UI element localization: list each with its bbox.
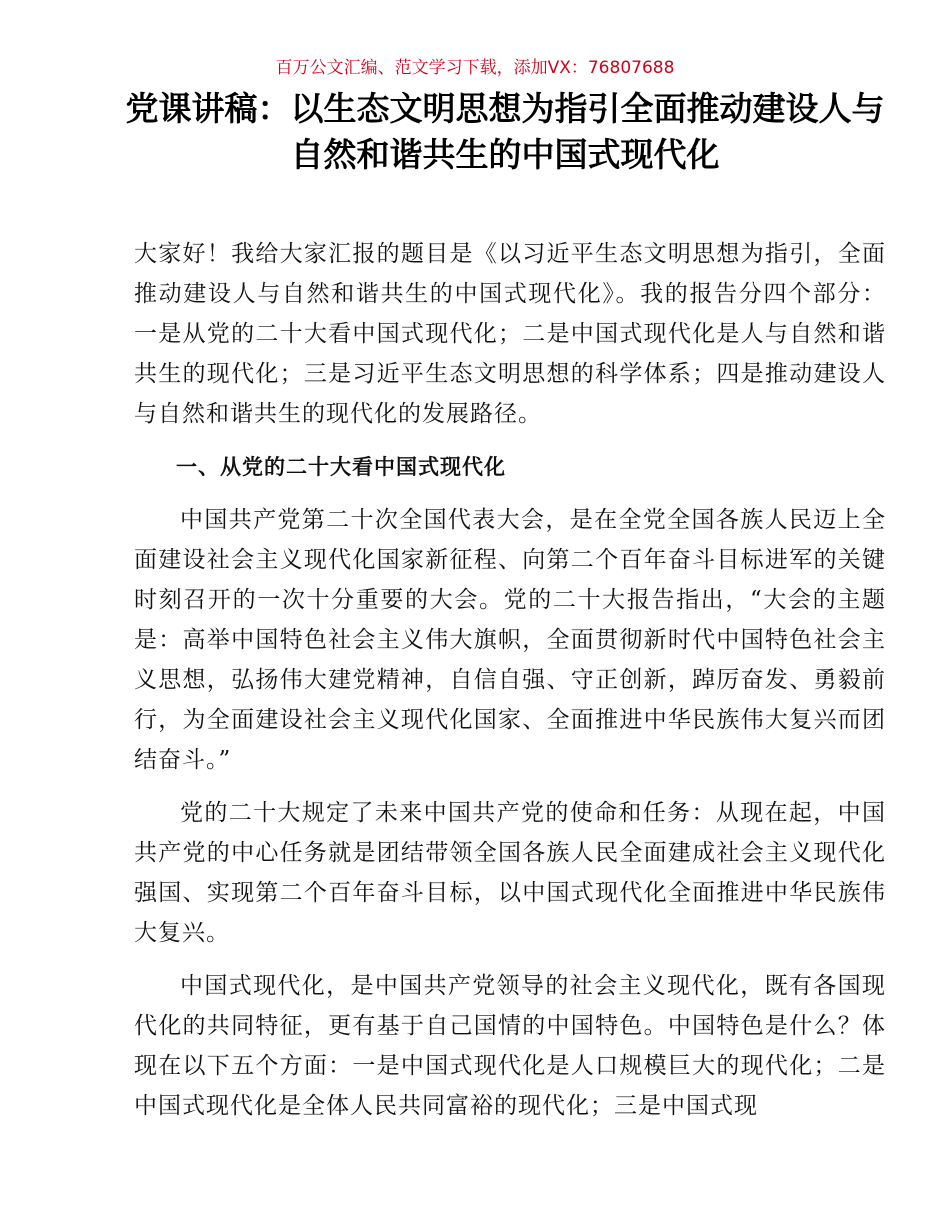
section-heading: 一、从党的二十大看中国式现代化	[176, 455, 506, 479]
intro-paragraph: 大家好！我给大家汇报的题目是《以习近平生态文明思想为指引，全面推动建设人与自然和谐共生的中国式现代化》。我的报告分四个部分：一是从党的二十大看中国式现代化；二是中国式现代化是人与自然和谐共生的现代化；三是习近平生态文明思想的科学体系；四是推动建设人与自然和谐共生的现代化的发展路径。	[134, 241, 886, 427]
body-paragraph: 中国式现代化，是中国共产党领导的社会主义现代化，既有各国现代化的共同特征，更有基于自己国情的中国特色。中国特色是什么？体现在以下五个方面：一是中国式现代化是人口规模巨大的现代化；二是中国式现代化是全体人民共同富裕的现代化；三是中国式现	[134, 973, 886, 1119]
body-paragraph: 党的二十大规定了未来中国共产党的使命和任务：从现在起，中国共产党的中心任务就是团结带领全国各族人民全面建成社会主义现代化强国、实现第二个百年奋斗目标，以中国式现代化全面推进中华民族伟大复兴。	[134, 800, 886, 946]
document-body	[134, 234, 886, 1139]
watermark-banner: 百万公文汇编、范文学习下载，添加VX：76807688	[275, 58, 675, 78]
document-title: 党课讲稿：以生态文明思想为指引全面推动建设人与自然和谐共生的中国式现代化	[125, 89, 885, 174]
body-paragraph: 中国共产党第二十次全国代表大会，是在全党全国各族人民迈上全面建设社会主义现代化国家新征程、向第二个百年奋斗目标进军的关键时刻召开的一次十分重要的大会。党的二十大报告指出，“大会的主题是：高举中国特色社会主义伟大旗帜，全面贯彻新时代中国特色社会主义思想，弘扬伟大建党精神，自信自强、守正创新，踔厉奋发、勇毅前行，为全面建设社会主义现代化国家、全面推进中华民族伟大复兴而团结奋斗。”	[134, 507, 886, 773]
